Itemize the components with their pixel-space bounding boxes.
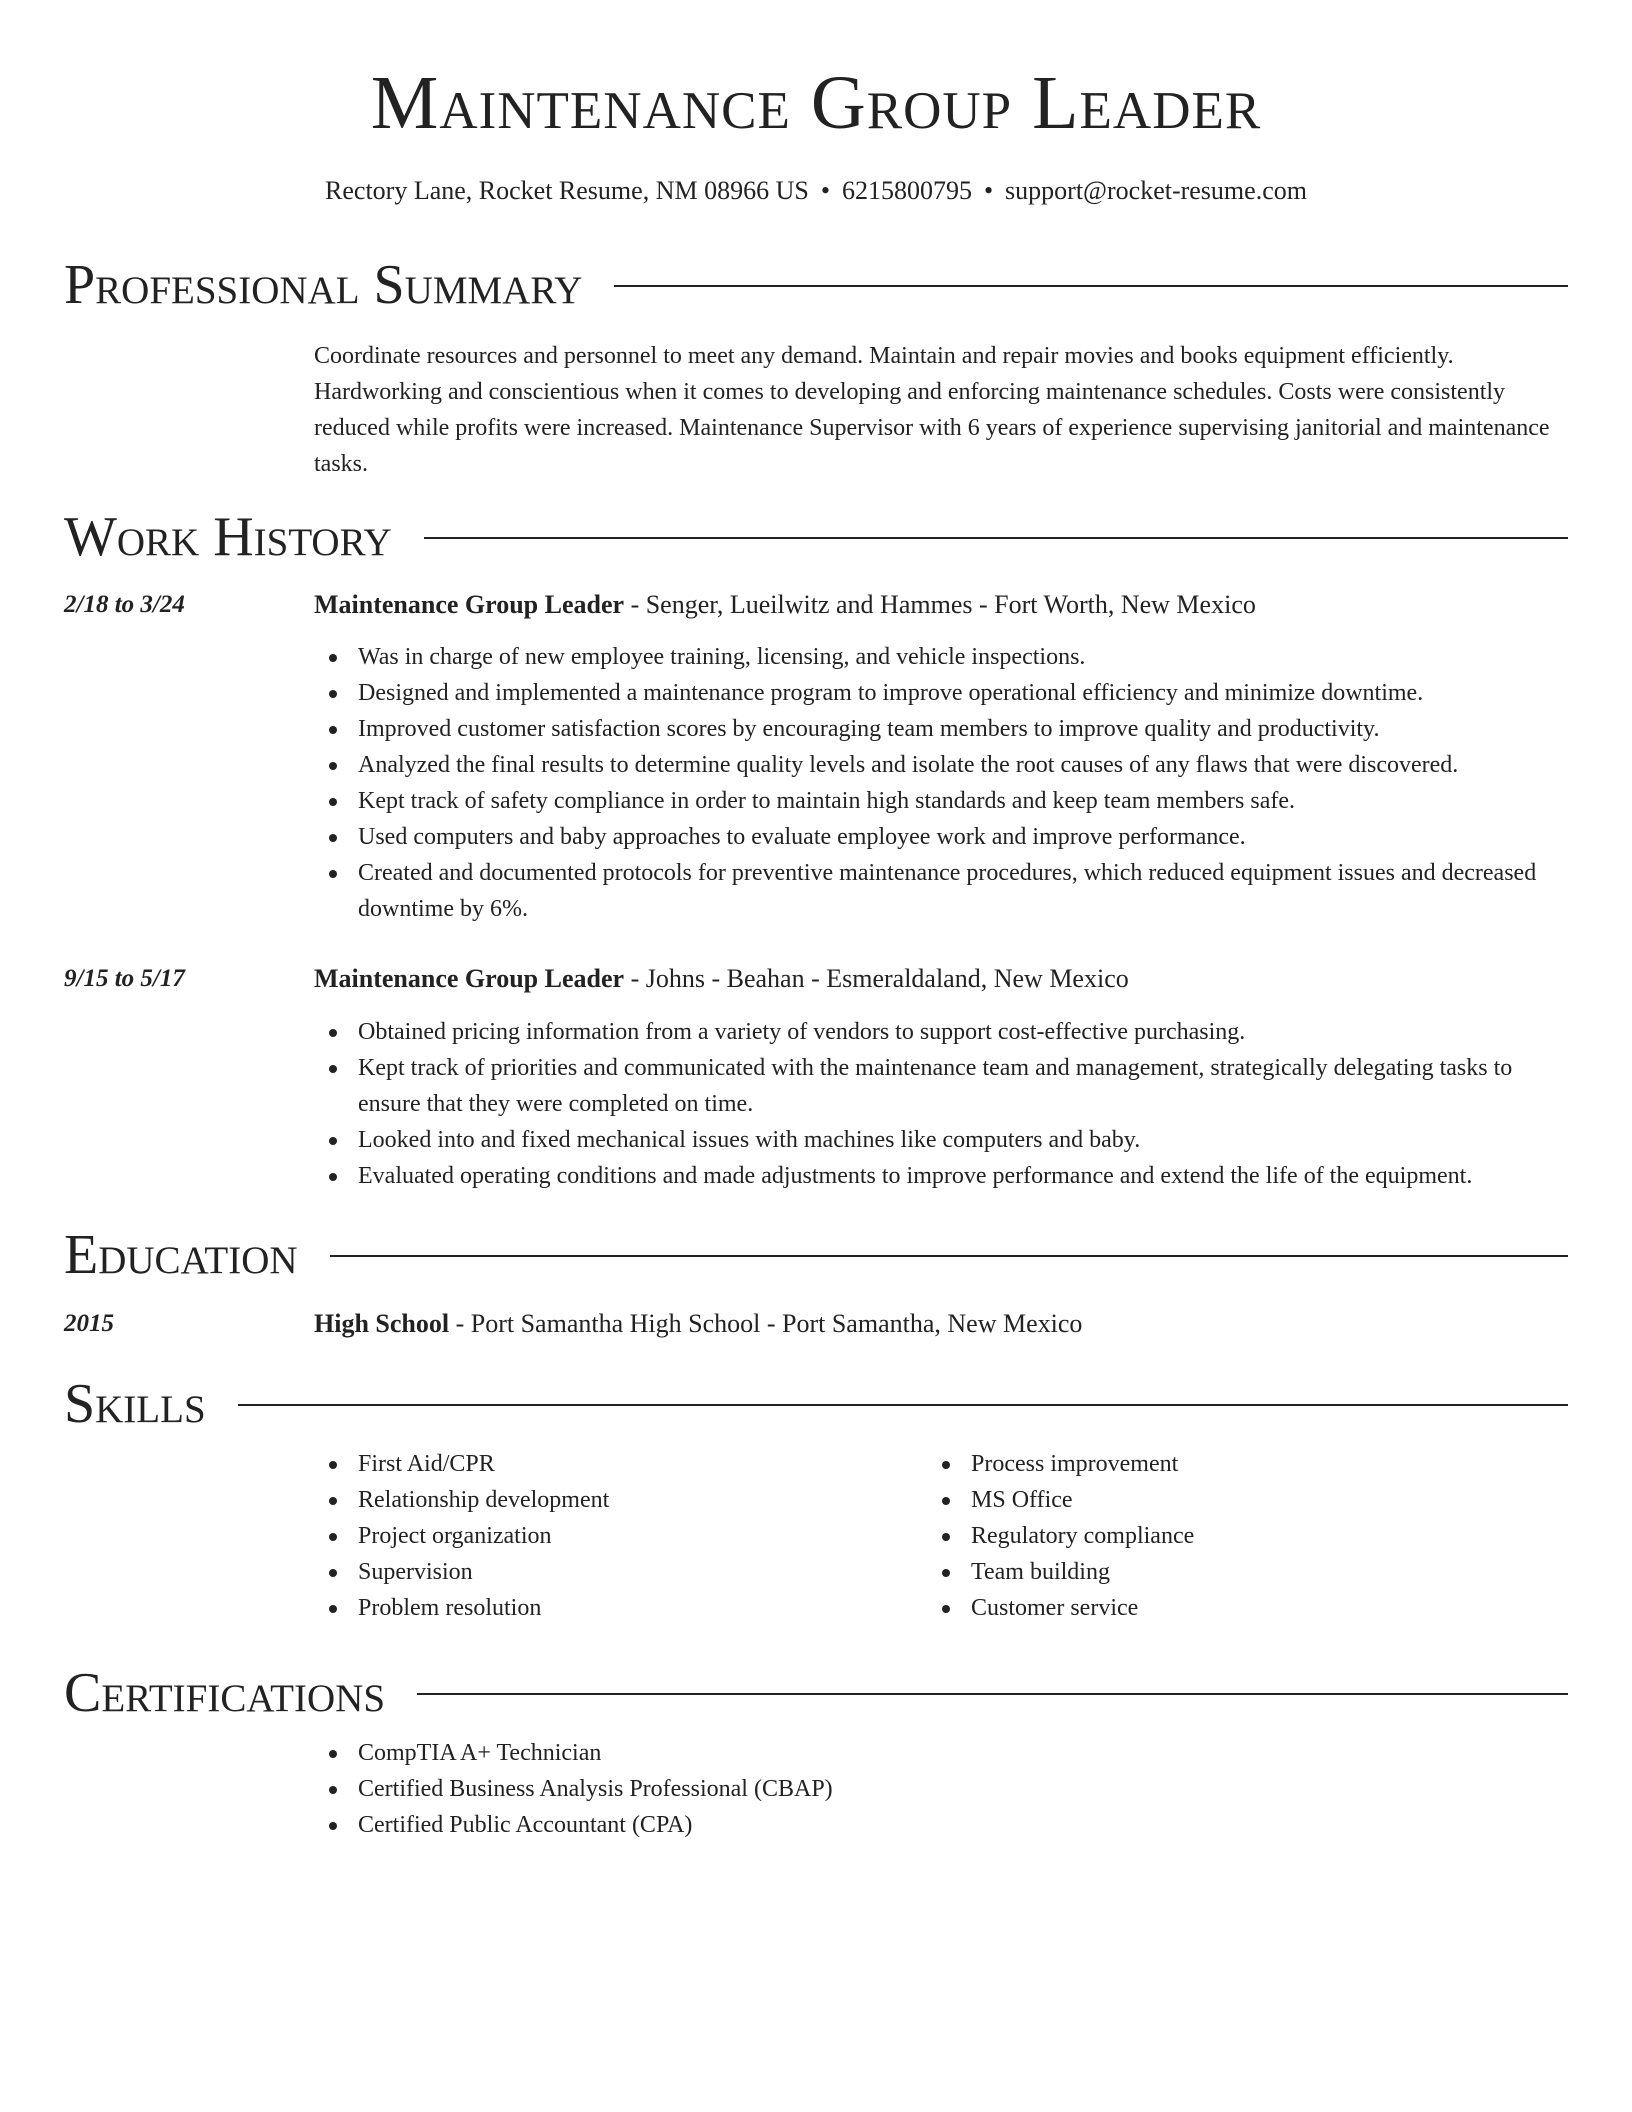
certification-text: CompTIA A+ Technician <box>358 1740 602 1766</box>
job-bullet <box>314 783 1568 819</box>
certification-text: Certified Business Analysis Professional (CBAP) <box>358 1776 833 1802</box>
contact-line <box>0 174 1632 208</box>
job-bullet <box>314 855 1568 927</box>
section-divider <box>238 1404 1568 1406</box>
education-degree: High School <box>314 1309 450 1338</box>
bullet-text: Evaluated operating conditions and made adjustments to improve performance and extend the life of the equipment. <box>358 1163 1473 1189</box>
skills-section-header <box>64 1369 1568 1439</box>
job-bullet <box>314 1014 1568 1050</box>
certification-item <box>314 1771 1568 1807</box>
education-year: 2015 <box>64 1310 114 1337</box>
bullet-dot <box>329 690 337 698</box>
skill-item <box>314 1554 914 1590</box>
skills-title: Skills <box>64 1373 206 1435</box>
section-divider <box>424 537 1568 539</box>
bullet-text: Obtained pricing information from a variety of vendors to support cost-effective purchasing. <box>358 1019 1246 1045</box>
bullet-text: Was in charge of new employee training, licensing, and vehicle inspections. <box>358 644 1086 670</box>
skill-item <box>927 1446 1527 1482</box>
job-bullet <box>314 675 1568 711</box>
bullet-text: Kept track of safety compliance in order to maintain high standards and keep team members safe. <box>358 788 1295 814</box>
bullet-text: Created and documented protocols for preventive maintenance procedures, which reduced equipment issues and decreased downtime by 6%. <box>358 860 1537 922</box>
certifications-title: Certifications <box>64 1662 386 1724</box>
skill-text: Project organization <box>358 1523 552 1549</box>
job-dates: 9/15 to 5/17 <box>64 965 185 992</box>
job-bullet <box>314 639 1568 675</box>
job-heading <box>314 588 1592 622</box>
skill-text: Problem resolution <box>358 1595 542 1621</box>
bullet-dot <box>329 762 337 770</box>
job-bullets <box>314 1014 1568 1194</box>
job-employer: - Senger, Lueilwitz and Hammes - Fort Worth, New Mexico <box>624 590 1256 619</box>
bullet-dot <box>329 1533 337 1541</box>
skill-item <box>927 1482 1527 1518</box>
skill-text: Relationship development <box>358 1487 610 1513</box>
certifications-section-header <box>64 1658 1568 1728</box>
bullet-dot <box>329 870 337 878</box>
bullet-text: Analyzed the final results to determine quality levels and isolate the root causes of any flaws that were discovered. <box>358 752 1459 778</box>
summary-text: Coordinate resources and personnel to meet any demand. Maintain and repair movies and books equipment efficiently. Hardworking and conscientious when it comes to developing and enforcing maintenance schedules. Costs were consistently reduced while profits were increased. Maintenance Supervisor with 6 years of experience supervising janitorial and maintenance tasks. <box>314 343 1550 477</box>
job-heading <box>314 962 1592 996</box>
job-bullet <box>314 1050 1568 1122</box>
bullet-text: Designed and implemented a maintenance program to improve operational efficiency and minimize downtime. <box>358 680 1424 706</box>
bullet-dot <box>329 1497 337 1505</box>
education-heading <box>314 1307 1592 1341</box>
job-dates: 2/18 to 3/24 <box>64 591 185 618</box>
contact-email[interactable]: support@rocket-resume.com <box>1005 176 1307 205</box>
job-bullet <box>314 711 1568 747</box>
bullet-dot <box>329 1461 337 1469</box>
bullet-dot <box>329 1822 337 1830</box>
summary-section-header <box>64 250 1568 320</box>
bullet-dot <box>329 1569 337 1577</box>
job-bullet <box>314 1122 1568 1158</box>
bullet-dot <box>329 1786 337 1794</box>
resume-name: Maintenance Group Leader <box>370 61 1262 145</box>
job-role: Maintenance Group Leader <box>314 964 625 993</box>
bullet-dot <box>329 1065 337 1073</box>
certification-item <box>314 1807 1568 1843</box>
bullet-text: Kept track of priorities and communicated with the maintenance team and management, strategically delegating tasks to ensure that they were completed on time. <box>358 1055 1513 1117</box>
skill-item <box>927 1518 1527 1554</box>
contact-separator: • <box>820 176 830 205</box>
bullet-dot <box>942 1461 950 1469</box>
section-divider <box>330 1255 1568 1257</box>
bullet-dot <box>329 834 337 842</box>
bullet-dot <box>329 798 337 806</box>
skill-text: Supervision <box>358 1559 473 1585</box>
certification-text: Certified Public Accountant (CPA) <box>358 1812 693 1838</box>
job-bullet <box>314 819 1568 855</box>
certification-item <box>314 1735 1568 1771</box>
education-section-header <box>64 1220 1568 1290</box>
bullet-text: Used computers and baby approaches to evaluate employee work and improve performance. <box>358 824 1246 850</box>
job-bullet <box>314 747 1568 783</box>
section-divider <box>614 285 1568 287</box>
skills-list-left <box>314 1446 914 1626</box>
bullet-dot <box>329 654 337 662</box>
bullet-text: Looked into and fixed mechanical issues with machines like computers and baby. <box>358 1127 1141 1153</box>
job-bullets <box>314 639 1568 927</box>
bullet-dot <box>942 1533 950 1541</box>
bullet-dot <box>329 1137 337 1145</box>
skill-item <box>314 1590 914 1626</box>
section-divider <box>417 1693 1568 1695</box>
bullet-dot <box>329 1605 337 1613</box>
work-title: Work History <box>64 506 392 568</box>
education-school: - Port Samantha High School - Port Samantha, New Mexico <box>449 1309 1083 1338</box>
skill-item <box>927 1554 1527 1590</box>
skill-item <box>314 1482 914 1518</box>
skills-list-right <box>927 1446 1527 1626</box>
skill-text: Regulatory compliance <box>971 1523 1195 1549</box>
skill-text: Process improvement <box>971 1451 1179 1477</box>
bullet-text: Improved customer satisfaction scores by encouraging team members to improve quality and productivity. <box>358 716 1380 742</box>
bullet-dot <box>942 1497 950 1505</box>
summary-title: Professional Summary <box>64 254 583 316</box>
skill-text: Team building <box>971 1559 1110 1585</box>
bullet-dot <box>329 1029 337 1037</box>
bullet-dot <box>329 1173 337 1181</box>
job-bullet <box>314 1158 1568 1194</box>
work-section-header <box>64 502 1568 572</box>
bullet-dot <box>942 1569 950 1577</box>
skill-item <box>314 1518 914 1554</box>
contact-address: Rectory Lane, Rocket Resume, NM 08966 US <box>325 176 809 205</box>
skill-item <box>314 1446 914 1482</box>
skill-text: Customer service <box>971 1595 1139 1621</box>
job-employer: - Johns - Beahan - Esmeraldaland, New Mexico <box>624 964 1129 993</box>
bullet-dot <box>942 1605 950 1613</box>
education-title: Education <box>64 1224 298 1286</box>
skill-text: MS Office <box>971 1487 1073 1513</box>
job-role: Maintenance Group Leader <box>314 590 625 619</box>
skill-item <box>927 1590 1527 1626</box>
bullet-dot <box>329 726 337 734</box>
contact-phone: 6215800795 <box>841 176 972 205</box>
certifications-list <box>314 1735 1568 1843</box>
skill-text: First Aid/CPR <box>358 1451 495 1477</box>
bullet-dot <box>329 1750 337 1758</box>
contact-separator: • <box>983 176 994 205</box>
